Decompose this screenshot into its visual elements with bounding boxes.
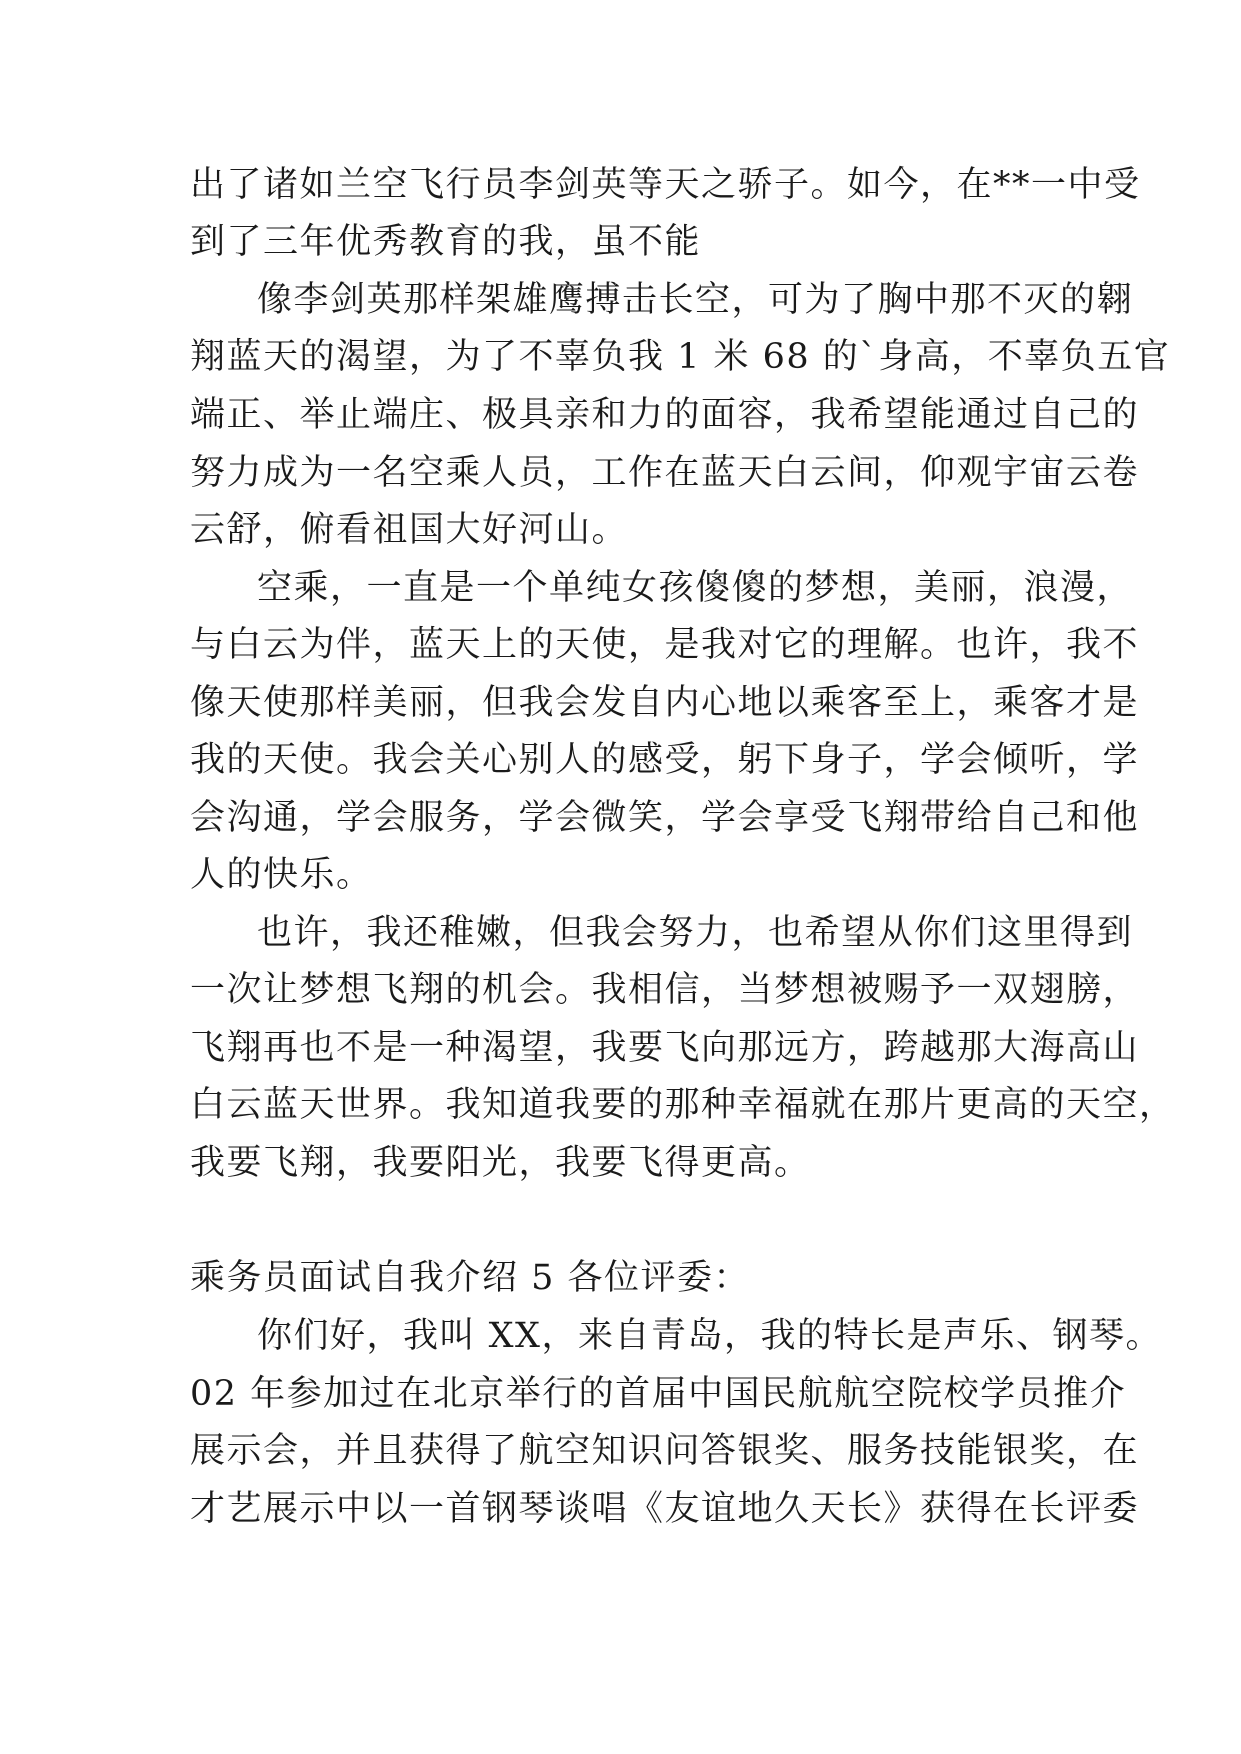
text-line: 会沟通，学会服务，学会微笑，学会享受飞翔带给自己和他 <box>190 798 1140 838</box>
text-line: 努力成为一名空乘人员，工作在蓝天白云间，仰观宇宙云卷 <box>190 453 1140 493</box>
text-line: 与白云为伴，蓝天上的天使，是我对它的理解。也许，我不 <box>190 625 1140 665</box>
paragraph-start-line: 像李剑英那样架雄鹰搏击长空，可为了胸中那不灭的翱 <box>257 280 1134 320</box>
text-line: 翔蓝天的渴望，为了不辜负我 1 米 68 的`身高，不辜负五官 <box>190 337 1171 377</box>
text-line: 才艺展示中以一首钢琴谈唱《友谊地久天长》获得在长评委 <box>190 1489 1140 1529</box>
text-line: 02 年参加过在北京举行的首届中国民航航空院校学员推介 <box>190 1374 1127 1414</box>
text-line: 一次让梦想飞翔的机会。我相信，当梦想被赐予一双翅膀， <box>190 970 1140 1010</box>
text-line: 飞翔再也不是一种渴望，我要飞向那远方，跨越那大海高山 <box>190 1028 1140 1068</box>
text-line: 像天使那样美丽，但我会发自内心地以乘客至上，乘客才是 <box>190 683 1140 723</box>
text-line: 白云蓝天世界。我知道我要的那种幸福就在那片更高的天空， <box>190 1085 1176 1125</box>
text-line: 人的快乐。 <box>190 855 373 895</box>
text-line: 到了三年优秀教育的我，虽不能 <box>190 222 702 262</box>
text-line: 云舒，俯看祖国大好河山。 <box>190 510 629 550</box>
text-line: 出了诸如兰空飞行员李剑英等天之骄子。如今，在**一中受 <box>190 165 1141 205</box>
section-heading: 乘务员面试自我介绍 5 各位评委： <box>190 1258 751 1298</box>
text-line: 我要飞翔，我要阳光，我要飞得更高。 <box>190 1143 811 1183</box>
paragraph-start-line: 也许，我还稚嫩，但我会努力，也希望从你们这里得到 <box>257 913 1134 953</box>
text-line: 我的天使。我会关心别人的感受，躬下身子，学会倾听，学 <box>190 740 1140 780</box>
text-line: 展示会，并且获得了航空知识问答银奖、服务技能银奖，在 <box>190 1431 1140 1471</box>
paragraph-start-line: 你们好，我叫 XX，来自青岛，我的特长是声乐、钢琴。 <box>257 1316 1162 1356</box>
text-line: 端正、举止端庄、极具亲和力的面容，我希望能通过自己的 <box>190 395 1140 435</box>
paragraph-start-line: 空乘，一直是一个单纯女孩傻傻的梦想，美丽，浪漫， <box>257 568 1134 608</box>
